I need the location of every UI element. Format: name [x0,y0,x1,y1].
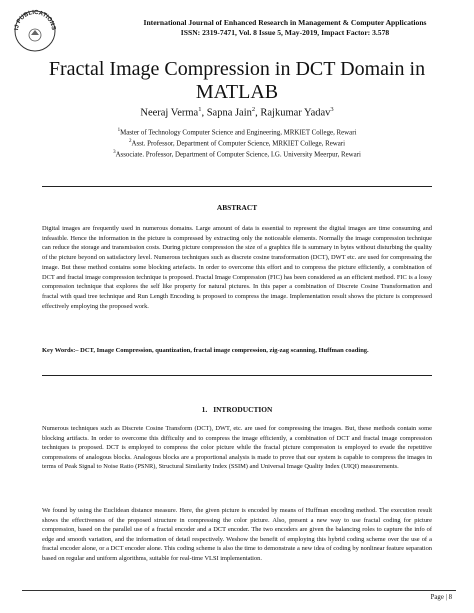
abstract-heading: ABSTRACT [216,203,258,212]
affiliation-sup: 2 [128,139,132,144]
abstract-top-divider [42,186,432,187]
abstract-body: Digital images are frequently used in numerous domains. Large amount of data is essential to represent the digital images are time consuming and infeasible. Hence the information in the picture is compressed by extracting only the noticeable elements. Normally the image compression technique can reduce the storage and transmission costs. During picture compression the size of a graphics file is summary in bytes without disturbing the quality of the picture beyond on satisfactory level. Numerous techniques such as discrete cosine transformation (DCT), DWT etc. are used for compressing the image. But these method contains some blocking artefacts. In order to overcome this effort and to compress the picture efficiently, a combination of DCT and fractal image compression technique is proposed. Fractal Image Compression (FIC) has been considered as an efficient method. FIC is a lossy compression technique that explores the self like property for natural pictures. In this paper a combination of Discrete Cosine Transformation and fractal with quad tree technique and Run Length Encoding is proposed to compress the image. Implementation result shows the picture is compressed effectively employing the proposed work. [42,225,432,310]
abstract-bottom-divider [42,375,432,376]
section-title: INTRODUCTION [213,405,273,414]
journal-logo-icon [10,4,60,54]
affiliation [20,139,454,147]
affiliation [20,128,454,136]
svg-text:IJ PUBLICATIONS [14,10,56,31]
author-sup: 2 [251,106,256,113]
author-name: Rajkumar Yadav [260,107,331,119]
journal-meta: ISSN: 2319-7471, Vol. 8 Issue 5, May-2019, Impact Factor: 3.578 [180,28,390,37]
affiliation-sup: 3 [113,150,116,155]
section-number: 1. [201,405,208,414]
keywords: Key Words:– DCT, Image Compression, quantization, fractal image compression, zig-zag scanning, Huffman coading. [42,347,369,354]
author-sup: 3 [330,106,334,113]
journal-name: International Journal of Enhanced Research in Management & Computer Applications [143,18,427,27]
author-name: Sapna Jain [206,107,252,119]
affiliation-text: Asst. Professor, Department of Computer Science, MRKIET College, Rewari [131,140,346,148]
affiliation-text: Associate. Professor, Department of Computer Science, I.G. University Meerpur, Rewari [115,151,361,159]
logo-text: IJ PUBLICATIONS [14,9,57,31]
author-name: Neeraj Verma [140,107,199,119]
intro-paragraph: We found by using the Euclidean distance measure. Here, the given picture is encoded by means of Huffman encoding method. The execution result shows the effectiveness of the proposed structure in compressing the color picture. Also, present a new way to use fractal coding for picture compression, based on the parallel use of a fractal encoder and a DCT encoder. The two encoders are given the balancing roles to capture the info of edge and smooth variation, and the information of detail respectively. Weshow the benefit of employing this hybrid coding scheme over the use of a fractal encoder alone, or a DCT encoder alone. This coding scheme is also the time to demonstrate a new idea of coding by nonlinear feature separation based on regular and uniform algorithms, suitable for real-time VLSI implementation. [42,507,432,562]
section-heading [42,405,432,414]
affiliation-text: Master of Technology Computer Science and Engineering, MRKIET College, Rewari [120,129,357,137]
affiliation-sup: 1 [117,128,121,133]
affiliation [20,150,454,158]
paper-title: Fractal Image Compression in DCT Domain in MATLAB [48,58,426,103]
author-list: Neeraj Verma$^1$, Sapna Jain$^2$, Rajkumar Yadav$^3$ [140,106,334,119]
author-sup: 1 [198,106,202,113]
intro-paragraph: Numerous techniques such as Discrete Cosine Transform (DCT), DWT, etc. are used for compressing the images. But, these methods contain some blocking artifacts. In order to overcome this difficulty and to compress the image efficiently, a combination of DCT and fractal image compression techniques is proposed. DCT is employed to compress the color picture while the fractal picture compression is employed to evade the repetitive compressions of analogous blocks. Analogous blocks are a proportional analysis is made to prove that our system is capable to compress the images in terms of Peak Signal to Noise Ratio (PSNR), Structural Similarity Index (SSIM) and Universal Image Quality Index (UIQI) measurements. [42,425,432,471]
footer-divider [22,590,456,591]
page-number: Page | 8 [430,594,452,601]
